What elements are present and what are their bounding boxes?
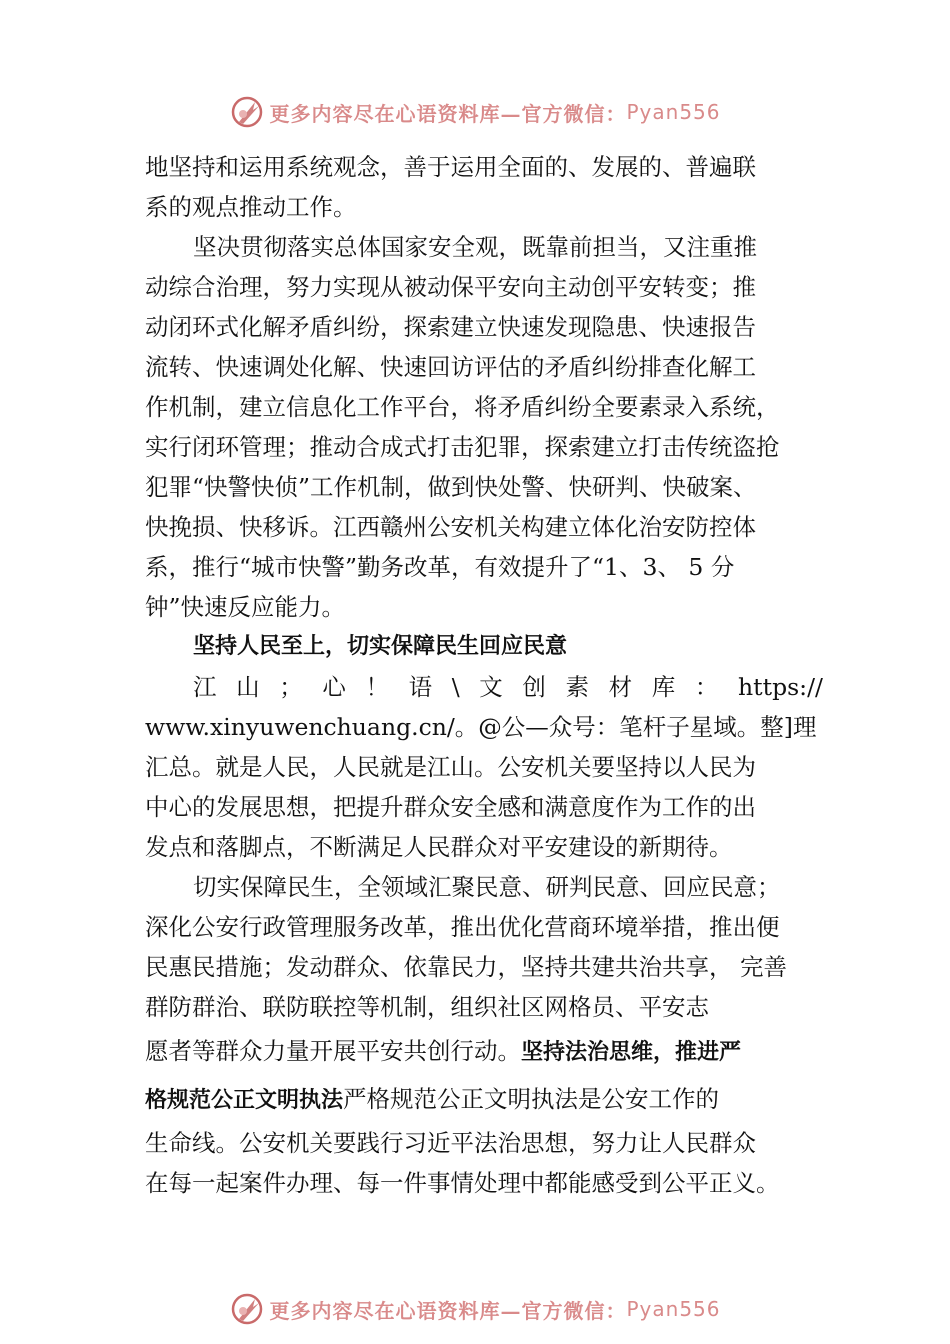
spaced-char: 素 (565, 673, 590, 701)
mixed-line (145, 1027, 825, 1075)
spaced-url: https:// (738, 673, 823, 701)
paragraph-line: 深化公安行政管理服务改革，推出优化营商环境举措，推出便 (145, 913, 780, 941)
paragraph-line: 动闭环式化解矛盾纠纷，探索建立快速发现隐患、快速报告 (145, 313, 756, 341)
paragraph-line: 中心的发展思想，把提升群众安全感和满意度作为工作的出 (145, 793, 756, 821)
spaced-char: ： (694, 673, 719, 701)
paragraph-line: 汇总。就是人民，人民就是江山。公安机关要坚持以人民为 (145, 753, 756, 781)
paragraph-line: 切实保障民生，全领域汇聚民意、研判民意、回应民意； (193, 873, 781, 901)
header-banner (0, 92, 950, 132)
paragraph-line: 民惠民措施；发动群众、依靠民力，坚持共建共治共享， 完善 (145, 953, 787, 981)
footer-banner (0, 1289, 950, 1329)
spaced-char: 心 (322, 673, 346, 701)
mixed-line (145, 1075, 825, 1123)
paragraph-line: 系，推行“城市快警”勤务改革，有效提升了“1、3、 5 分 (145, 553, 735, 581)
spaced-char: 江 (193, 673, 217, 701)
spaced-char: 山 (236, 673, 260, 701)
paragraph-line: 系的观点推动工作。 (145, 193, 357, 221)
paragraph-line: 流转、快速调处化解、快速回访评估的矛盾纠纷排查化解工 (145, 353, 756, 381)
paragraph-text: 严格规范公正文明执法是公安工作的 (343, 1085, 720, 1113)
spaced-char: 材 (608, 673, 633, 701)
paragraph-line: 犯罪“快警快侦”工作机制，做到快处警、快研判、快破案、 (145, 473, 757, 501)
paragraph-line: 在每一起案件办理、每一件事情处理中都能感受到公平正义。 (145, 1169, 780, 1197)
paragraph-line: 坚决贯彻落实总体国家安全观，既靠前担当，又注重推 (193, 233, 757, 261)
paragraph-line: 生命线。公安机关要践行习近平法治思想，努力让人民群众 (145, 1129, 756, 1157)
spaced-char: 创 (522, 673, 546, 701)
inline-heading: 格规范公正文明执法 (145, 1088, 344, 1113)
paragraph-line: 实行闭环管理；推动合成式打击犯罪，探索建立打击传统盗抢 (145, 433, 780, 461)
spaced-char: 库 (651, 673, 676, 701)
inline-heading: 坚持法治思维，推进严 (521, 1040, 742, 1065)
banner-text: 更多内容尽在心语资料库—官方微信： (269, 1298, 627, 1323)
banner-text: 更多内容尽在心语资料库—官方微信： (269, 101, 627, 126)
paragraph-line: 钟”快速反应能力。 (145, 593, 346, 621)
paragraph-line: 动综合治理，努力实现从被动保平安向主动创平安转变；推 (145, 273, 756, 301)
banner-wechat-id: Pyan556 (626, 100, 721, 124)
paragraph-line: www.xinyuwenchuang.cn/。@公—众号：笔杆子星域。整]理 (145, 713, 817, 741)
spaced-char: ； (279, 673, 303, 701)
spaced-char: \ (451, 673, 460, 701)
document-body (145, 147, 825, 1203)
section-heading: 坚持人民至上，切实保障民生回应民意 (193, 634, 568, 659)
spaced-watermark-line (145, 667, 825, 707)
paragraph-line: 地坚持和运用系统观念，善于运用全面的、发展的、普遍联 (145, 153, 756, 181)
spaced-char: 文 (479, 673, 503, 701)
paragraph-line: 发点和落脚点，不断满足人民群众对平安建设的新期待。 (145, 833, 733, 861)
banner-wechat-id: Pyan556 (626, 1297, 721, 1321)
paragraph-line: 作机制，建立信息化工作平台，将矛盾纠纷全要素录入系统， (145, 393, 780, 421)
paragraph-line: 群防群治、联防联控等机制，组织社区网格员、平安志 (145, 993, 709, 1021)
paragraph-line: 快挽损、快移诉。江西赣州公安机关构建立体化治安防控体 (145, 513, 756, 541)
spaced-char: 语 (408, 673, 433, 701)
paragraph-text: 愿者等群众力量开展平安共创行动。 (145, 1037, 521, 1065)
quill-logo-icon (229, 94, 265, 130)
quill-logo-icon (229, 1291, 265, 1327)
spaced-char: ！ (365, 673, 389, 701)
